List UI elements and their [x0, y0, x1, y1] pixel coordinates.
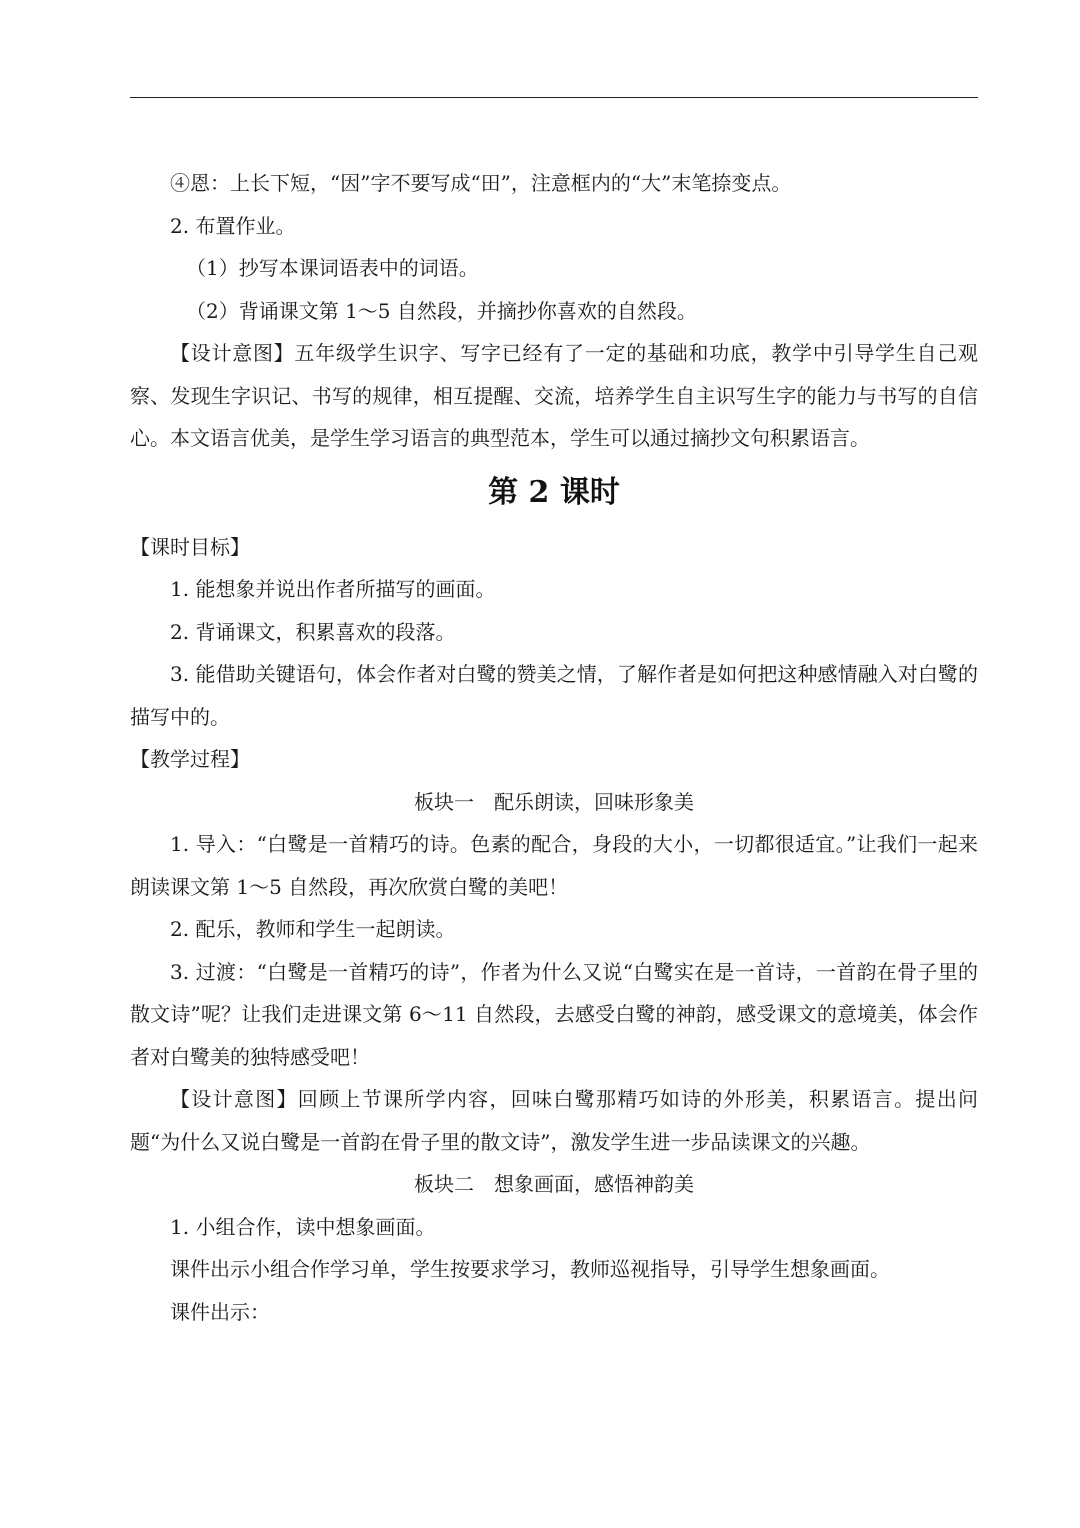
block1-item-2: 2. 配乐，教师和学生一起朗读。	[170, 917, 456, 941]
goal-3: 3. 能借助关键语句，体会作者对白鹭的赞美之情，了解作者是如何把这种感情融入对白鹭的描写中的。	[130, 662, 978, 729]
block2-title: 板块二 想象画面，感悟神韵美	[414, 1172, 694, 1196]
block2-item-3: 课件出示：	[170, 1299, 270, 1324]
goals-heading: 【课时目标】	[130, 534, 250, 559]
design-intent-1: 【设计意图】五年级学生识字、写字已经有了一定的基础和功底，教学中引导学生自己观察、发现生字识记、书写的规律，相互提醒、交流，培养学生自主识写生字的能力与书写的自信心。本文语言优美，是学生学习语言的典型范本，学生可以通过摘抄文句积累语言。	[130, 341, 978, 450]
goal-2: 2. 背诵课文，积累喜欢的段落。	[170, 619, 456, 644]
block1-title: 板块一 配乐朗读，回味形象美	[414, 789, 694, 814]
goal-1: 1. 能想象并说出作者所描写的画面。	[170, 577, 496, 601]
homework-item-1: （1）抄写本课词语表中的词语。	[186, 256, 479, 280]
design-intent-2: 【设计意图】回顾上节课所学内容，回味白鹭那精巧如诗的外形美，积累语言。提出问题“为什么又说白鹭是一首韵在骨子里的散文诗”，激发学生进一步品读课文的兴趣。	[130, 1087, 978, 1154]
block1-item-1: 1. 导入：“白鹭是一首精巧的诗。色素的配合，身段的大小，一切都很适宜。”让我们一起来朗读课文第 1～5 自然段，再次欣赏白鹭的美吧！	[130, 832, 978, 899]
lesson-title: 第 2 课时	[488, 474, 620, 510]
block2-item-1: 1. 小组合作，读中想象画面。	[170, 1214, 436, 1239]
block2-item-2: 课件出示小组合作学习单，学生按要求学习，教师巡视指导，引导学生想象画面。	[170, 1257, 890, 1281]
header-rule	[130, 97, 978, 98]
homework-item-2: （2）背诵课文第 1～5 自然段，并摘抄你喜欢的自然段。	[186, 298, 697, 323]
homework-heading: 2. 布置作业。	[170, 213, 296, 238]
document-body	[130, 162, 978, 1333]
block1-item-3: 3. 过渡：“白鹭是一首精巧的诗”，作者为什么又说“白鹭实在是一首诗，一首韵在骨子里的散文诗”呢？让我们走进课文第 6～11 自然段，去感受白鹭的神韵，感受课文的意境美，体会作者对白鹭美的独特感受吧！	[130, 959, 978, 1069]
stroke-note-en: ④恩：上长下短，“因”字不要写成“田”，注意框内的“大”末笔捺变点。	[170, 171, 792, 195]
process-heading: 【教学过程】	[130, 747, 250, 771]
